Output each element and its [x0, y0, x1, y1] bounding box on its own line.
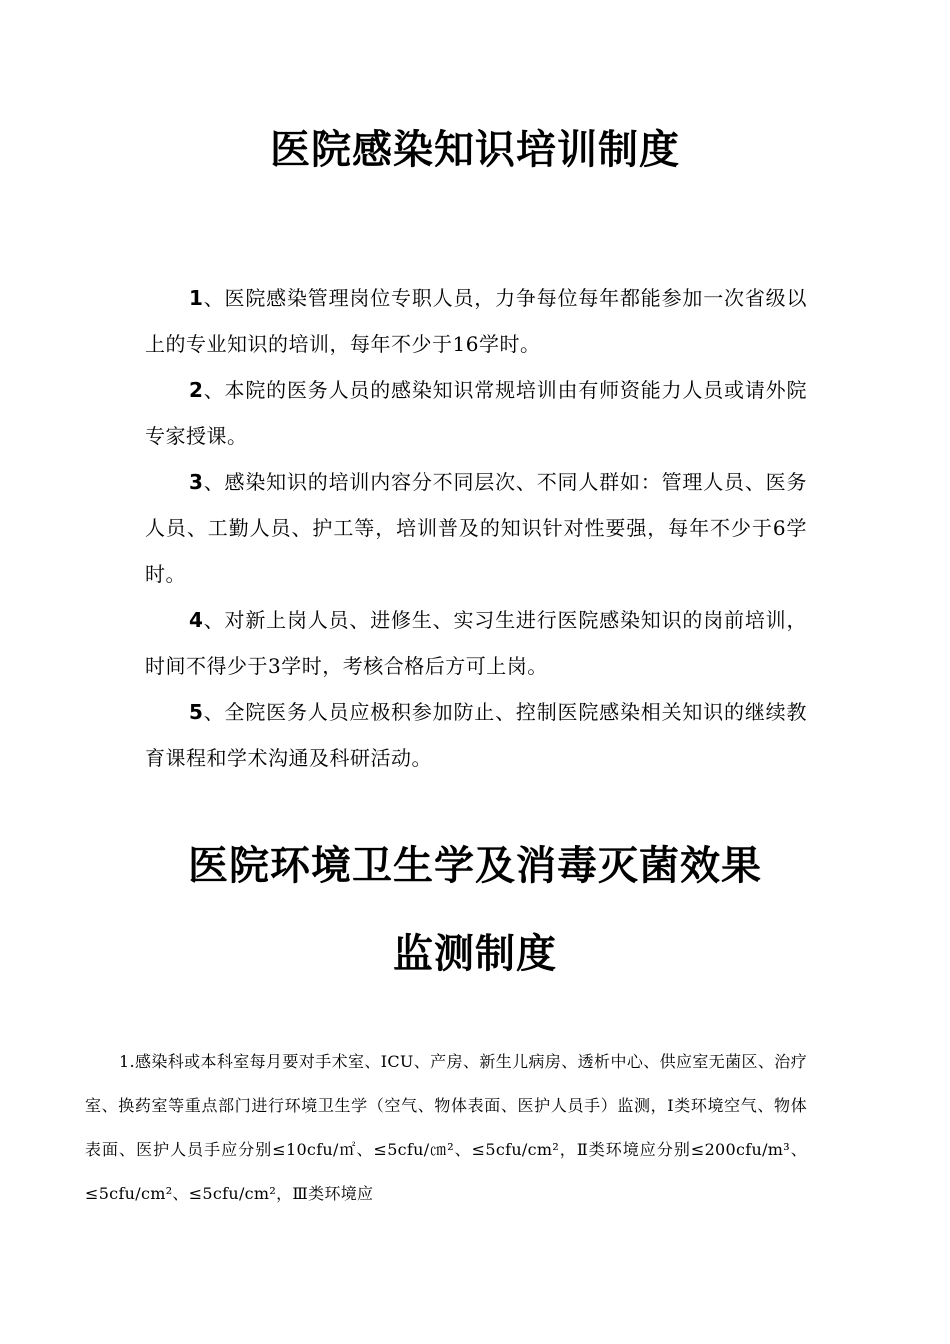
training-item-3 — [145, 459, 807, 597]
training-policy-body — [145, 275, 807, 781]
title-monitoring-policy-line2: 监测制度 — [393, 931, 557, 977]
monitoring-item-1: 1.感染科或本科室每月要对手术室、ICU、产房、新生儿病房、透析中心、供应室无菌区、治疗室、换药室等重点部门进行环境卫生学（空气、物体表面、医护人员手）监测，Ⅰ类环境空气、物体表面、医护人员手应分别≤10cfu/㎡、≤5cfu/㎝²、≤5cfu/cm²，Ⅱ类环境应分别≤200cfu/m³、≤5cfu/cm²、≤5cfu/cm²，Ⅲ类环境应 — [85, 1052, 807, 1203]
title-training-policy: 医院感染知识培训制度 — [270, 127, 680, 173]
item-text: 、医院感染管理岗位专职人员，力争每位每年都能参加一次省级以上的专业知识的培训，每年不少于16学时。 — [145, 286, 807, 356]
item-text: 、全院医务人员应极积参加防止、控制医院感染相关知识的继续教育课程和学术沟通及科研活动。 — [145, 700, 807, 770]
item-text: 、本院的医务人员的感染知识常规培训由有师资能力人员或请外院专家授课。 — [145, 378, 807, 448]
training-item-5 — [145, 689, 807, 781]
training-item-2 — [145, 367, 807, 459]
monitoring-policy-body — [85, 1040, 807, 1216]
item-number: 4 — [189, 608, 204, 632]
item-number: 1 — [189, 286, 204, 310]
item-text: 、对新上岗人员、进修生、实习生进行医院感染知识的岗前培训，时间不得少于3学时，考核合格后方可上岗。 — [145, 608, 807, 678]
training-item-4 — [145, 597, 807, 689]
item-text: 、感染知识的培训内容分不同层次、不同人群如：管理人员、医务人员、工勤人员、护工等，培训普及的知识针对性要强，每年不少于6学时。 — [145, 470, 807, 586]
training-item-1 — [145, 275, 807, 367]
item-number: 5 — [189, 700, 204, 724]
item-number: 3 — [189, 470, 204, 494]
item-number: 2 — [189, 378, 204, 402]
title-monitoring-policy-line1: 医院环境卫生学及消毒灭菌效果 — [188, 843, 762, 889]
